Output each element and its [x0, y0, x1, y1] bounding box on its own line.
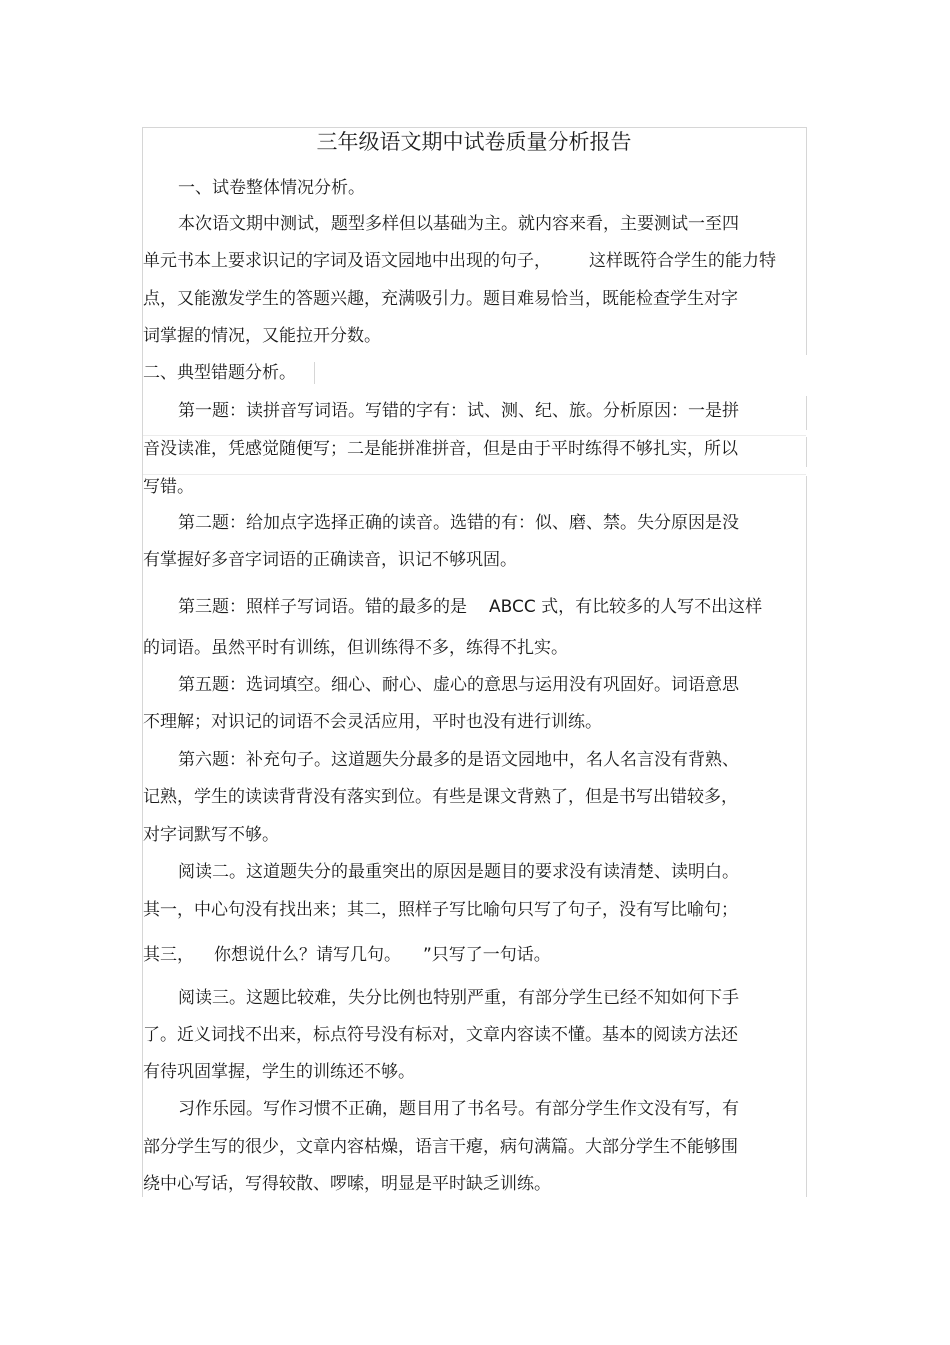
frame-right-line-2 [806, 396, 807, 430]
frame-right-line-3 [806, 437, 807, 467]
frame-heading-marker [314, 362, 315, 384]
paragraph-composition-line: 绕中心写话，写得较散、啰嗦，明显是平时缺乏训练。 [143, 1174, 551, 1194]
text-fragment: 单元书本上要求识记的字词及语文园地中出现的句子， [143, 251, 551, 271]
frame-right-line-1 [806, 127, 807, 355]
paragraph-q2-line: 有掌握好多音字词语的正确读音，识记不够巩固。 [143, 550, 517, 570]
frame-mid-rule-1 [143, 435, 806, 436]
paragraph-q3-line: 的词语。虽然平时有训练，但训练得不多，练得不扎实。 [143, 638, 568, 658]
paragraph-q2-line: 第二题：给加点字选择正确的读音。选错的有：似、磨、禁。失分原因是没 [178, 513, 739, 533]
paragraph-reading2-line: 阅读二。这道题失分的最重突出的原因是题目的要求没有读清楚、读明白。 [178, 862, 739, 882]
paragraph-overview-line: 词掌握的情况，又能拉开分数。 [143, 326, 381, 346]
paragraph-overview-line [143, 250, 776, 272]
paragraph-overview-line: 本次语文期中测试，题型多样但以基础为主。就内容来看，主要测试一至四 [178, 214, 739, 234]
paragraph-overview-line: 点，又能激发学生的答题兴趣，充满吸引力。题目难易恰当，既能检查学生对字 [143, 289, 738, 309]
paragraph-q6-line: 记熟，学生的读读背背没有落实到位。有些是课文背熟了，但是书写出错较多， [143, 787, 738, 807]
paragraph-q1-line: 写错。 [143, 477, 194, 497]
paragraph-composition-line: 习作乐园。写作习惯不正确，题目用了书名号。有部分学生作文没有写，有 [178, 1099, 739, 1119]
paragraph-reading3-line: 了。近义词找不出来，标点符号没有标对，文章内容读不懂。基本的阅读方法还 [143, 1025, 738, 1045]
text-fragment: 其三， [143, 945, 194, 965]
paragraph-q1-line: 第一题：读拼音写词语。写错的字有：试、测、纪、旅。分析原因：一是拼 [178, 401, 739, 421]
paragraph-reading2-line [143, 944, 551, 966]
paragraph-q5-line: 不理解；对识记的词语不会灵活应用，平时也没有进行训练。 [143, 712, 602, 732]
text-fragment: ”只写了一句话。 [423, 945, 551, 965]
paragraph-reading3-line: 阅读三。这题比较难，失分比例也特别严重，有部分学生已经不知如何下手 [178, 988, 739, 1008]
section-heading-overview: 一、试卷整体情况分析。 [178, 178, 365, 198]
paragraph-reading2-line: 其一，中心句没有找出来；其二，照样子写比喻句只写了句子，没有写比喻句； [143, 900, 738, 920]
section-heading-errors: 二、典型错题分析。 [143, 363, 296, 383]
paragraph-q1-line: 音没读准，凭感觉随便写；二是能拼准拼音，但是由于平时练得不够扎实，所以 [143, 439, 738, 459]
paragraph-q5-line: 第五题：选词填空。细心、耐心、虚心的意思与运用没有巩固好。词语意思 [178, 675, 739, 695]
paragraph-reading3-line: 有待巩固掌握，学生的训练还不够。 [143, 1062, 415, 1082]
text-fragment: 这样既符合学生的能力特 [589, 251, 776, 271]
paragraph-q6-line: 第六题：补充句子。这道题失分最多的是语文园地中，名人名言没有背熟、 [178, 750, 739, 770]
document-title: 三年级语文期中试卷质量分析报告 [316, 130, 632, 154]
frame-right-line-4 [806, 476, 807, 1197]
paragraph-q3-line [178, 596, 762, 618]
text-fragment: 你想说什么？请写几句。 [214, 945, 401, 965]
text-fragment: ABCC 式，有比较多的人写不出这样 [489, 597, 763, 617]
text-fragment: 第三题：照样子写词语。错的最多的是 [178, 597, 467, 617]
paragraph-q6-line: 对字词默写不够。 [143, 825, 279, 845]
frame-mid-rule-2 [143, 474, 806, 475]
paragraph-composition-line: 部分学生写的很少，文章内容枯燥，语言干瘪，病句满篇。大部分学生不能够围 [143, 1137, 738, 1157]
